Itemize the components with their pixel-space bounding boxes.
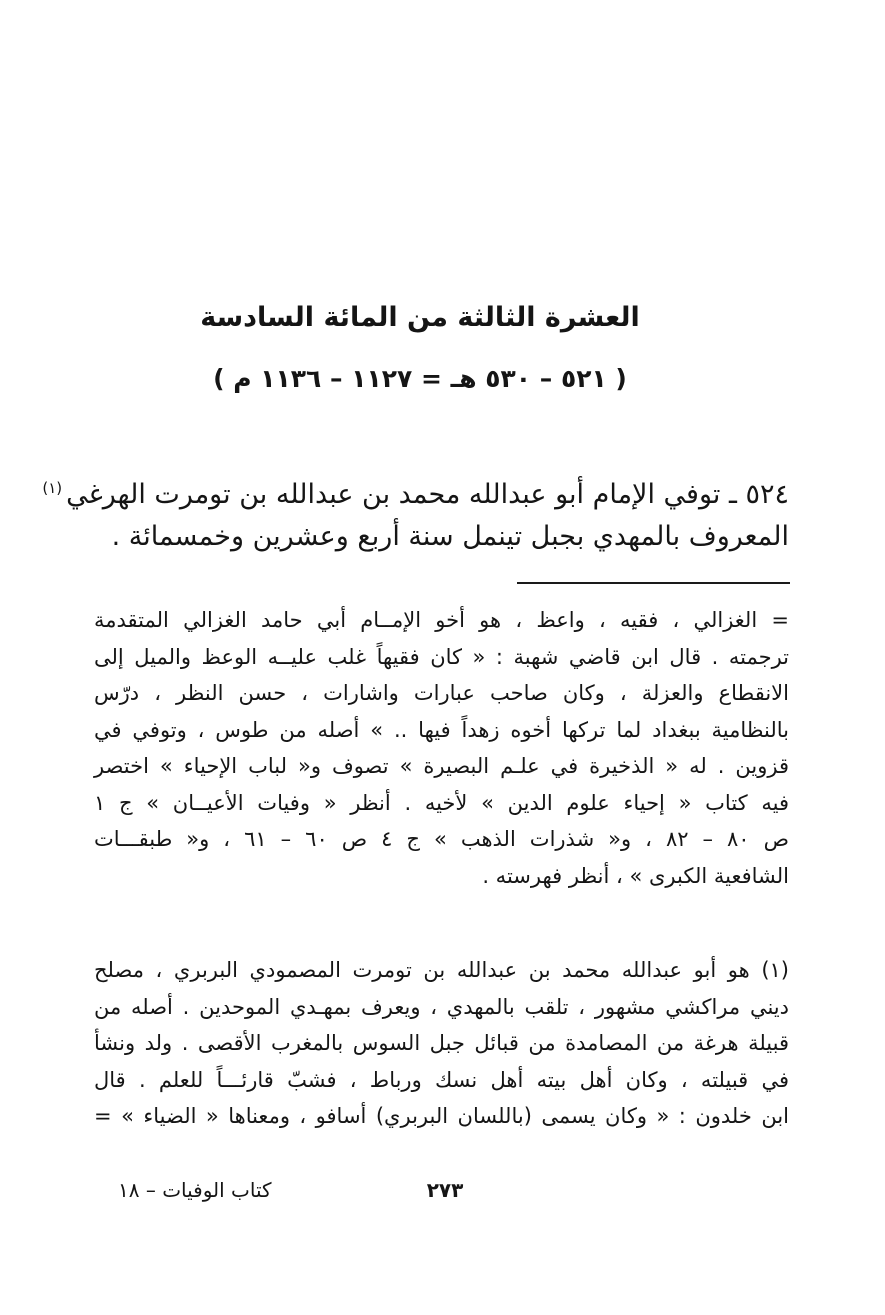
entry-line-2 <box>89 512 789 562</box>
footnote-separator <box>517 582 790 584</box>
footnote-line: الشافعية الكبرى » ، أنظر فهرسته . <box>482 863 789 888</box>
running-footer: كتاب الوفيات – ١٨ <box>118 1178 272 1202</box>
entry-text: ٥٢٤ ـ توفي الإمام أبو عبدالله محمد بن عبدالله بن تومرت الهرغي <box>66 479 789 510</box>
footnote-line: في قبيلته ، وكان أهل بيته أهل نسك ورباط ، فشبّ قارئـــاً للعلم . قال <box>94 1067 789 1092</box>
footnote-line: قزوين . له « الذخيرة في علـم البصيرة » تصوف و« لباب الإحياء » اختصر <box>94 754 789 778</box>
entry-text: المعروف بالمهدي بجبل تينمل سنة أربع وعشرين وخمسمائة . <box>111 521 789 552</box>
footnote-line: قبيلة هرغة من المصامدة من قبائل جبل السوس بالمغرب الأقصى . ولد ونشأ <box>94 1031 789 1055</box>
footnote-1 <box>94 952 789 1135</box>
footnote-line: ص ٨٠ – ٨٢ ، و« شذرات الذهب » ج ٤ ص ٦٠ – ٦١ ، و« طبقـــات <box>94 827 789 851</box>
page-number: ٢٧٣ <box>426 1178 464 1202</box>
section-date-range: ( ٥٢١ – ٥٣٠ هـ = ١١٢٧ – ١١٣٦ م ) <box>213 364 627 393</box>
footnote-line: ترجمته . قال ابن قاضي شهبة : « كان فقيهاً غلب عليــه الوعظ والميل إلى <box>94 644 789 669</box>
entry-line-1 <box>42 463 789 513</box>
footnote-line: ابن خلدون : « وكان يسمى (باللسان البربري) أسافو ، ومعناها « الضياء » = <box>94 1104 789 1128</box>
footnote-line: ديني مراكشي مشهور ، تلقب بالمهدي ، ويعرف بمهـدي الموحدين . أصله من <box>94 994 789 1019</box>
footnote-line: = الغزالي ، فقيه ، واعظ ، هو أخو الإمــام أبي حامد الغزالي المتقدمة <box>94 608 789 632</box>
footnote-reference: (١) <box>42 479 63 497</box>
footnote-line: فيه كتاب « إحياء علوم الدين » لأخيه . أنظر « وفيات الأعيــان » ج ١ <box>94 790 789 815</box>
footnote-line: الانقطاع والعزلة ، وكان صاحب عبارات واشارات ، حسن النظر ، درّس <box>94 681 789 705</box>
footnote-continued <box>94 602 789 894</box>
footnote-line: (١) هو أبو عبدالله محمد بن عبدالله بن تومرت المصمودي البربري ، مصلح <box>94 958 789 982</box>
section-title: العشرة الثالثة من المائة السادسة <box>200 302 640 333</box>
footnote-line: بالنظامية ببغداد لما تركها أخوه زهداً فيها .. » أصله من طوس ، وتوفي في <box>94 717 789 742</box>
